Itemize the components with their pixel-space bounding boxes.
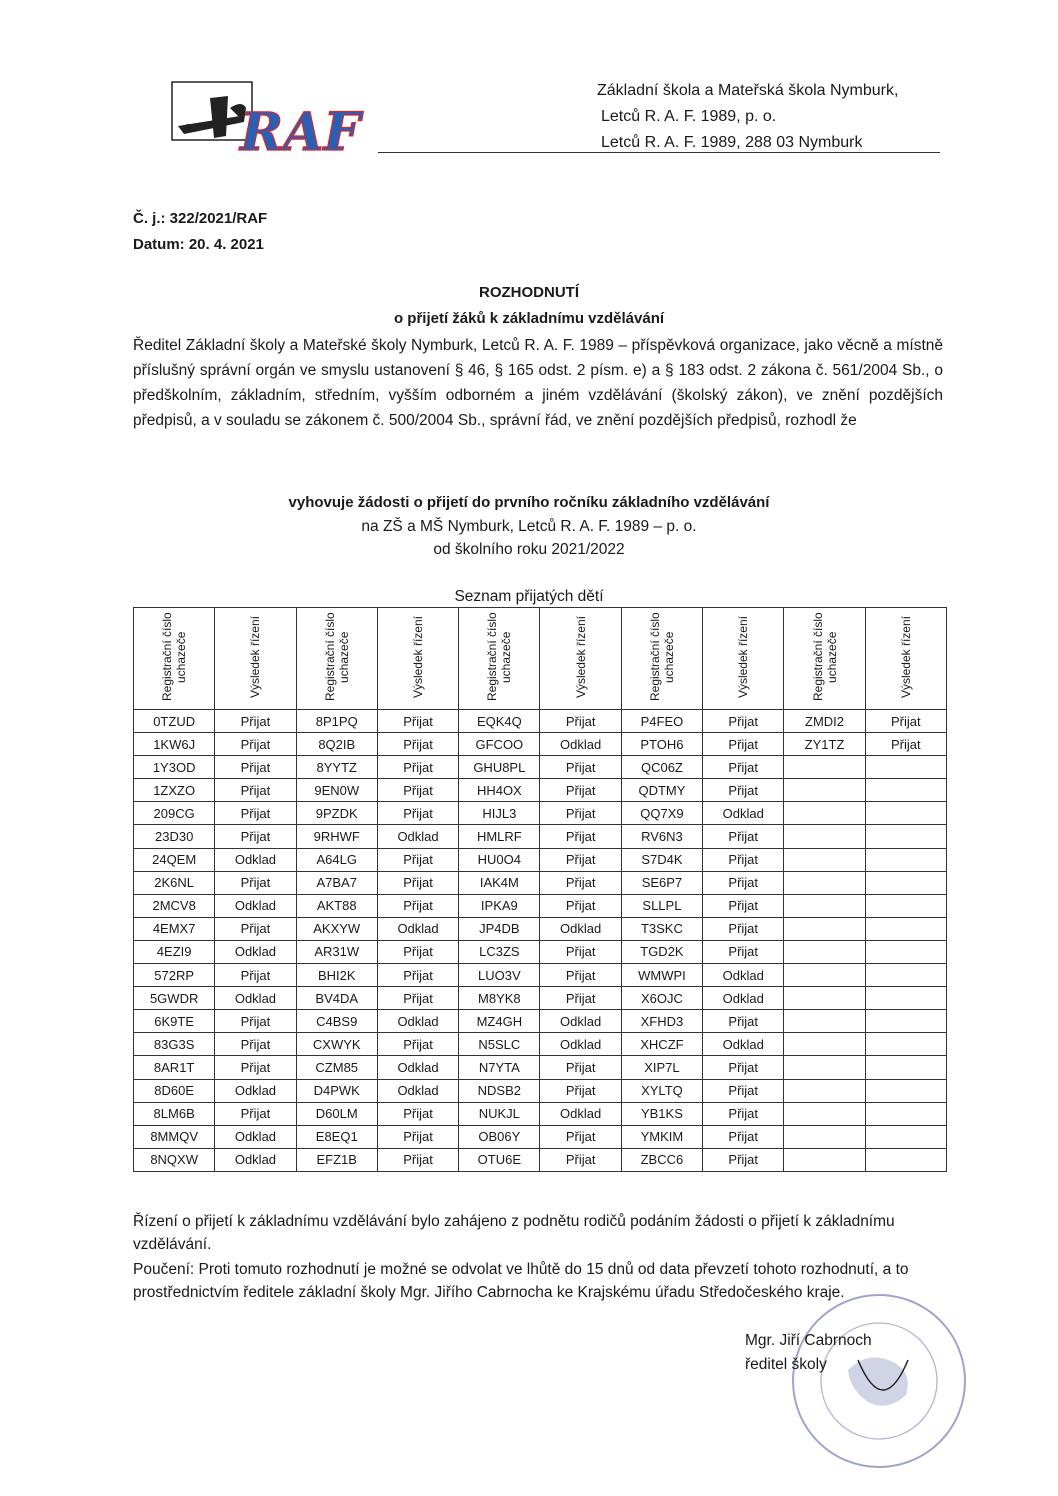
result-cell: Přijat (377, 710, 458, 733)
result-cell: Přijat (703, 871, 784, 894)
registration-number-cell: BV4DA (296, 987, 377, 1010)
admitted-children-table (133, 607, 947, 1172)
result-cell: Přijat (377, 848, 458, 871)
result-cell: Přijat (377, 940, 458, 963)
result-cell: Přijat (540, 964, 621, 987)
registration-number-cell: 8D60E (134, 1079, 215, 1102)
table-row (134, 1102, 947, 1125)
registration-number-cell (784, 779, 865, 802)
decision-school: na ZŠ a MŠ Nymburk, Letců R. A. F. 1989 – p. o. (361, 518, 697, 535)
result-cell: Přijat (377, 964, 458, 987)
registration-number-cell (784, 1010, 865, 1033)
registration-number-cell: OTU6E (459, 1148, 540, 1171)
result-cell: Odklad (377, 1056, 458, 1079)
table-row (134, 802, 947, 825)
registration-number-cell (784, 1125, 865, 1148)
address-line: Základní škola a Mateřská škola Nymburk, (597, 82, 899, 99)
registration-number-cell: YMKIM (621, 1125, 702, 1148)
result-cell (865, 894, 946, 917)
result-cell: Přijat (703, 779, 784, 802)
result-cell: Přijat (703, 1125, 784, 1148)
result-cell (865, 1125, 946, 1148)
result-cell: Přijat (540, 825, 621, 848)
registration-number-cell: HU0O4 (459, 848, 540, 871)
registration-number-cell: XFHD3 (621, 1010, 702, 1033)
table-row (134, 1148, 947, 1171)
registration-number-cell: NDSB2 (459, 1079, 540, 1102)
registration-number-cell: 0TZUD (134, 710, 215, 733)
result-cell: Odklad (540, 1033, 621, 1056)
registration-number-cell (784, 1102, 865, 1125)
registration-number-cell (784, 917, 865, 940)
registration-number-cell: 6K9TE (134, 1010, 215, 1033)
result-cell (865, 779, 946, 802)
result-cell: Přijat (703, 1102, 784, 1125)
registration-number-cell: EFZ1B (296, 1148, 377, 1171)
registration-number-cell: A7BA7 (296, 871, 377, 894)
result-cell: Přijat (215, 802, 296, 825)
result-cell: Odklad (703, 802, 784, 825)
result-cell: Přijat (377, 871, 458, 894)
registration-number-cell: C4BS9 (296, 1010, 377, 1033)
registration-number-cell: 572RP (134, 964, 215, 987)
result-cell: Odklad (377, 825, 458, 848)
header-reg-number: Registrační číslo uchazeče (784, 608, 865, 710)
footer-appeal-note: Poučení: Proti tomuto rozhodnutí je možné se odvolat ve lhůtě do 15 dnů od data převzetí tohoto rozhodnutí, a to prostřednictvím ředitele základní školy Mgr. Jiřího Cabrnocha ke Krajskému úřadu Středočeského kraje. (133, 1261, 909, 1301)
result-cell: Odklad (377, 1079, 458, 1102)
table-row (134, 733, 947, 756)
address-line: Letců R. A. F. 1989, 288 03 Nymburk (601, 134, 863, 151)
result-cell: Odklad (377, 917, 458, 940)
result-cell: Přijat (703, 710, 784, 733)
result-cell: Přijat (540, 940, 621, 963)
result-cell: Přijat (540, 987, 621, 1010)
result-cell: Přijat (377, 802, 458, 825)
intro-paragraph: Ředitel Základní školy a Mateřské školy Nymburk, Letců R. A. F. 1989 – příspěvková organizace, jako věcně a místně příslušný správní orgán ve smyslu ustanovení § 46, § 165 odst. 2 písm. e) a § 183 odst. 2 zákona č. 561/2004 Sb., o předškolním, základním, středním, vyšším odborném a jiném vzdělávání (školský zákon), ve znění pozdějších předpisů, a v souladu se zákonem č. 500/2004 Sb., správní řád, ve znění pozdějších předpisů, rozhodl že (133, 337, 943, 429)
registration-number-cell: QDTMY (621, 779, 702, 802)
header-reg-number: Registrační číslo uchazeče (134, 608, 215, 710)
registration-number-cell: QQ7X9 (621, 802, 702, 825)
registration-number-cell (784, 940, 865, 963)
registration-number-cell: 1ZXZO (134, 779, 215, 802)
table-row (134, 964, 947, 987)
header-result: Výsledek řízení (865, 608, 946, 710)
result-cell: Přijat (215, 756, 296, 779)
result-cell: Přijat (540, 894, 621, 917)
result-cell: Přijat (703, 1010, 784, 1033)
result-cell (865, 987, 946, 1010)
registration-number-cell: 9PZDK (296, 802, 377, 825)
registration-number-cell: LC3ZS (459, 940, 540, 963)
signature-block (745, 1329, 872, 1377)
registration-number-cell (784, 1033, 865, 1056)
result-cell (865, 940, 946, 963)
header-divider (378, 152, 940, 153)
result-cell: Přijat (377, 1102, 458, 1125)
result-cell: Přijat (540, 802, 621, 825)
registration-number-cell: SE6P7 (621, 871, 702, 894)
document-date: Datum: 20. 4. 2021 (133, 236, 264, 253)
registration-number-cell (784, 756, 865, 779)
decision-statement: vyhovuje žádosti o přijetí do prvního ročníku základního vzdělávání (288, 494, 770, 511)
signer-name: Mgr. Jiří Cabrnoch (745, 1332, 872, 1349)
decision-year: od školního roku 2021/2022 (433, 541, 625, 558)
result-cell: Přijat (377, 1148, 458, 1171)
result-cell: Přijat (215, 779, 296, 802)
registration-number-cell: X6OJC (621, 987, 702, 1010)
result-cell: Přijat (540, 756, 621, 779)
result-cell: Odklad (540, 917, 621, 940)
registration-number-cell: NUKJL (459, 1102, 540, 1125)
registration-number-cell: AKXYW (296, 917, 377, 940)
registration-number-cell: CZM85 (296, 1056, 377, 1079)
result-cell: Přijat (215, 1056, 296, 1079)
raf-logo (170, 78, 370, 168)
result-cell (865, 1033, 946, 1056)
registration-number-cell: D60LM (296, 1102, 377, 1125)
registration-number-cell: XIP7L (621, 1056, 702, 1079)
result-cell: Odklad (540, 1010, 621, 1033)
registration-number-cell: IPKA9 (459, 894, 540, 917)
result-cell: Odklad (703, 1033, 784, 1056)
header-result: Výsledek řízení (703, 608, 784, 710)
registration-number-cell: HH4OX (459, 779, 540, 802)
result-cell: Přijat (703, 917, 784, 940)
result-cell (865, 1056, 946, 1079)
result-cell: Odklad (215, 987, 296, 1010)
result-cell: Přijat (540, 710, 621, 733)
result-cell: Přijat (703, 894, 784, 917)
registration-number-cell: TGD2K (621, 940, 702, 963)
registration-number-cell: 5GWDR (134, 987, 215, 1010)
result-cell: Přijat (540, 779, 621, 802)
result-cell: Přijat (703, 1079, 784, 1102)
result-cell: Odklad (215, 1148, 296, 1171)
result-cell (865, 1148, 946, 1171)
header-reg-number: Registrační číslo uchazeče (621, 608, 702, 710)
result-cell: Přijat (865, 733, 946, 756)
result-cell (865, 1010, 946, 1033)
result-cell: Přijat (703, 825, 784, 848)
registration-number-cell: 8LM6B (134, 1102, 215, 1125)
registration-number-cell (784, 848, 865, 871)
registration-number-cell (784, 964, 865, 987)
result-cell: Odklad (215, 940, 296, 963)
registration-number-cell: 24QEM (134, 848, 215, 871)
document-meta (133, 206, 267, 258)
result-cell (865, 871, 946, 894)
registration-number-cell (784, 871, 865, 894)
registration-number-cell: N7YTA (459, 1056, 540, 1079)
result-cell: Přijat (540, 1079, 621, 1102)
registration-number-cell: 9RHWF (296, 825, 377, 848)
registration-number-cell: A64LG (296, 848, 377, 871)
registration-number-cell: 8NQXW (134, 1148, 215, 1171)
result-cell: Přijat (215, 1102, 296, 1125)
registration-number-cell: JP4DB (459, 917, 540, 940)
result-cell: Přijat (215, 710, 296, 733)
result-cell (865, 1079, 946, 1102)
registration-number-cell: T3SKC (621, 917, 702, 940)
result-cell: Přijat (865, 710, 946, 733)
result-cell: Odklad (540, 1102, 621, 1125)
signer-role: ředitel školy (745, 1356, 827, 1373)
result-cell: Přijat (215, 733, 296, 756)
registration-number-cell: HMLRF (459, 825, 540, 848)
result-cell: Přijat (703, 848, 784, 871)
table-row (134, 848, 947, 871)
registration-number-cell: N5SLC (459, 1033, 540, 1056)
footer-procedure-note: Řízení o přijetí k základnímu vzdělávání bylo zahájeno z podnětu rodičů podáním žádosti o přijetí k základnímu vzdělávání. (133, 1213, 895, 1253)
result-cell: Přijat (703, 756, 784, 779)
header-reg-number: Registrační číslo uchazeče (459, 608, 540, 710)
school-stamp (788, 1290, 970, 1472)
result-cell (865, 802, 946, 825)
result-cell (865, 1102, 946, 1125)
table-header-row (134, 608, 947, 710)
registration-number-cell: BHI2K (296, 964, 377, 987)
result-cell: Odklad (377, 1010, 458, 1033)
registration-number-cell (784, 1148, 865, 1171)
table-row (134, 894, 947, 917)
result-cell (865, 848, 946, 871)
registration-number-cell: 1KW6J (134, 733, 215, 756)
registration-number-cell (784, 1079, 865, 1102)
registration-number-cell: YB1KS (621, 1102, 702, 1125)
registration-number-cell: 4EZI9 (134, 940, 215, 963)
registration-number-cell (784, 894, 865, 917)
result-cell: Přijat (377, 1125, 458, 1148)
table-row (134, 1079, 947, 1102)
registration-number-cell: 209CG (134, 802, 215, 825)
registration-number-cell: WMWPI (621, 964, 702, 987)
header-result: Výsledek řízení (540, 608, 621, 710)
result-cell: Odklad (540, 733, 621, 756)
registration-number-cell: RV6N3 (621, 825, 702, 848)
registration-number-cell: 4EMX7 (134, 917, 215, 940)
school-address (597, 78, 898, 156)
registration-number-cell: ZBCC6 (621, 1148, 702, 1171)
registration-number-cell: E8EQ1 (296, 1125, 377, 1148)
table-caption: Seznam přijatých dětí (454, 588, 604, 605)
result-cell (865, 756, 946, 779)
document-subheading: o přijetí žáků k základnímu vzdělávání (393, 310, 665, 327)
registration-number-cell: XHCZF (621, 1033, 702, 1056)
table-row (134, 1010, 947, 1033)
table-row (134, 1056, 947, 1079)
result-cell: Přijat (215, 1010, 296, 1033)
registration-number-cell: 2MCV8 (134, 894, 215, 917)
registration-number-cell (784, 802, 865, 825)
result-cell: Přijat (377, 756, 458, 779)
registration-number-cell: OB06Y (459, 1125, 540, 1148)
result-cell: Přijat (215, 825, 296, 848)
registration-number-cell: 8Q2IB (296, 733, 377, 756)
registration-number-cell: ZMDI2 (784, 710, 865, 733)
header-result: Výsledek řízení (377, 608, 458, 710)
result-cell: Odklad (215, 1125, 296, 1148)
registration-number-cell: 9EN0W (296, 779, 377, 802)
result-cell: Přijat (540, 871, 621, 894)
table-row (134, 987, 947, 1010)
registration-number-cell: 1Y3OD (134, 756, 215, 779)
table-row (134, 710, 947, 733)
result-cell: Odklad (215, 1079, 296, 1102)
result-cell: Přijat (703, 940, 784, 963)
result-cell: Přijat (703, 733, 784, 756)
registration-number-cell: MZ4GH (459, 1010, 540, 1033)
result-cell: Přijat (377, 733, 458, 756)
registration-number-cell: 23D30 (134, 825, 215, 848)
registration-number-cell: AR31W (296, 940, 377, 963)
registration-number-cell (784, 825, 865, 848)
registration-number-cell (784, 1056, 865, 1079)
result-cell (865, 964, 946, 987)
registration-number-cell: D4PWK (296, 1079, 377, 1102)
registration-number-cell: 8MMQV (134, 1125, 215, 1148)
registration-number-cell: 8P1PQ (296, 710, 377, 733)
address-line: Letců R. A. F. 1989, p. o. (601, 108, 777, 125)
table-row (134, 825, 947, 848)
registration-number-cell: GHU8PL (459, 756, 540, 779)
result-cell: Přijat (540, 1148, 621, 1171)
registration-number-cell: P4FEO (621, 710, 702, 733)
registration-number-cell (784, 987, 865, 1010)
registration-number-cell: IAK4M (459, 871, 540, 894)
result-cell (865, 917, 946, 940)
result-cell: Odklad (215, 848, 296, 871)
registration-number-cell: GFCOO (459, 733, 540, 756)
table-row (134, 940, 947, 963)
registration-number-cell: HIJL3 (459, 802, 540, 825)
registration-number-cell: SLLPL (621, 894, 702, 917)
result-cell: Přijat (215, 871, 296, 894)
logo-text: RAF (240, 102, 361, 163)
result-cell: Přijat (215, 917, 296, 940)
registration-number-cell: S7D4K (621, 848, 702, 871)
result-cell: Přijat (377, 987, 458, 1010)
table-row (134, 1125, 947, 1148)
registration-number-cell: PTOH6 (621, 733, 702, 756)
registration-number-cell: XYLTQ (621, 1079, 702, 1102)
result-cell: Přijat (703, 1056, 784, 1079)
registration-number-cell: 2K6NL (134, 871, 215, 894)
result-cell (865, 825, 946, 848)
reference-number: Č. j.: 322/2021/RAF (133, 210, 268, 227)
table-row (134, 917, 947, 940)
result-cell: Přijat (703, 1148, 784, 1171)
header-result: Výsledek řízení (215, 608, 296, 710)
header-reg-number: Registrační číslo uchazeče (296, 608, 377, 710)
table-row (134, 871, 947, 894)
registration-number-cell: 8AR1T (134, 1056, 215, 1079)
registration-number-cell: M8YK8 (459, 987, 540, 1010)
registration-number-cell: AKT88 (296, 894, 377, 917)
result-cell: Přijat (540, 1125, 621, 1148)
registration-number-cell: QC06Z (621, 756, 702, 779)
registration-number-cell: EQK4Q (459, 710, 540, 733)
result-cell: Přijat (377, 1033, 458, 1056)
registration-number-cell: 83G3S (134, 1033, 215, 1056)
registration-number-cell: LUO3V (459, 964, 540, 987)
result-cell: Přijat (215, 964, 296, 987)
registration-number-cell: ZY1TZ (784, 733, 865, 756)
table-row (134, 779, 947, 802)
result-cell: Přijat (540, 848, 621, 871)
result-cell: Odklad (703, 964, 784, 987)
table-row (134, 756, 947, 779)
result-cell: Přijat (215, 1033, 296, 1056)
registration-number-cell: CXWYK (296, 1033, 377, 1056)
result-cell: Přijat (540, 1056, 621, 1079)
result-cell: Odklad (215, 894, 296, 917)
result-cell: Přijat (377, 894, 458, 917)
registration-number-cell: 8YYTZ (296, 756, 377, 779)
result-cell: Přijat (377, 779, 458, 802)
document-heading: ROZHODNUTÍ (479, 284, 579, 301)
result-cell: Odklad (703, 987, 784, 1010)
table-row (134, 1033, 947, 1056)
